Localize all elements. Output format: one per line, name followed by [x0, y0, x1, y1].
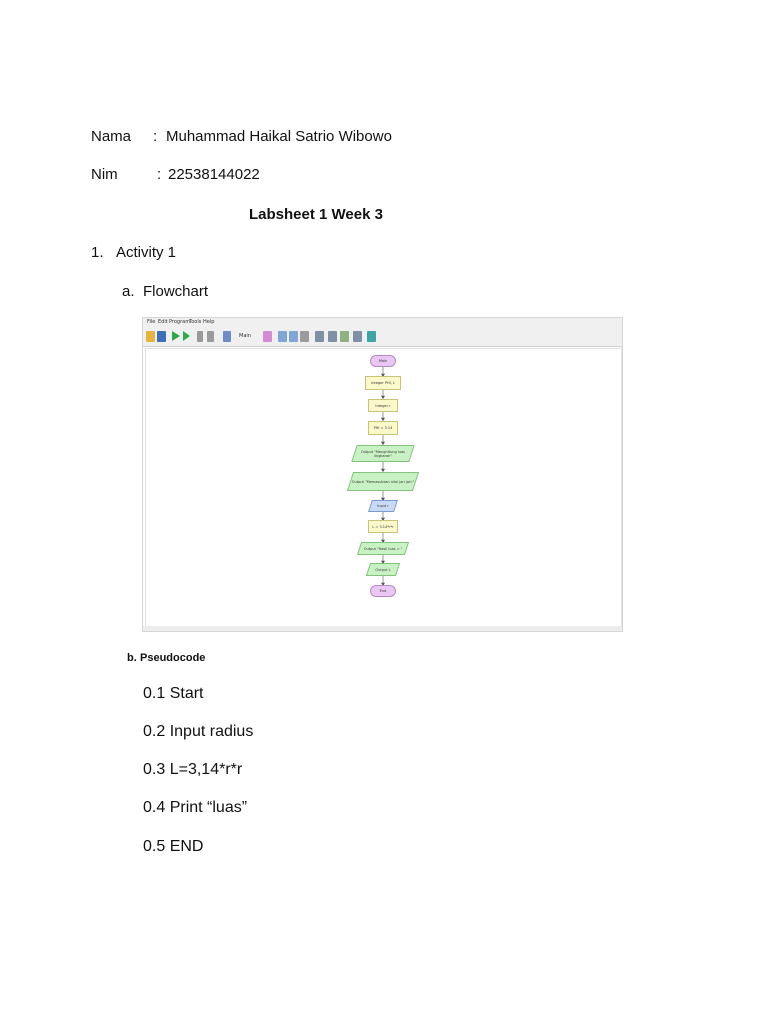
view-icon: [289, 331, 298, 342]
menu-item-file: File: [147, 319, 156, 325]
speed-icon: [223, 331, 231, 342]
flowchart-output-node: Output "Hasil luas = ": [359, 542, 407, 555]
app-toolbar: [143, 328, 622, 347]
flowchart-assign-node: L = 3.14*r*r: [368, 520, 398, 533]
output-icon: [340, 331, 349, 342]
pseudocode-line-text: Print “luas”: [169, 799, 248, 816]
pseudocode-line-number: 0.5: [143, 838, 166, 855]
name-separator: :: [153, 128, 158, 145]
app-menubar: [143, 318, 622, 328]
nim-value: 22538144022: [168, 166, 260, 183]
pseudocode-line-text: END: [169, 838, 204, 855]
flowchart-output-node: Output "Menghitung luas lingkaran": [354, 445, 412, 462]
zoom-in-icon: [263, 331, 272, 342]
pseudocode-line-text: Start: [169, 685, 204, 702]
step-icon: [183, 331, 190, 341]
main-function-selector: Main: [239, 333, 251, 339]
save-icon: [157, 331, 166, 342]
export-icon: [353, 331, 362, 342]
flowchart-declare-node: Integer r: [368, 399, 398, 412]
pause-icon: [197, 331, 203, 342]
open-icon: [146, 331, 155, 342]
nim-label: Nim: [91, 166, 118, 183]
pseudocode-letter: b.: [127, 652, 137, 664]
pseudocode-line: [143, 799, 247, 817]
menu-item-help: Help: [203, 319, 215, 325]
pseudocode-line: [143, 838, 203, 856]
zoom-out-icon: [278, 331, 287, 342]
flowchart-assign-node: PHI = 3.14: [368, 421, 398, 435]
pseudocode-line-number: 0.4: [143, 799, 166, 816]
menu-item-tools: Tools: [189, 319, 202, 325]
pseudocode-line-text: Input radius: [169, 723, 254, 740]
flowchart-input-node: Input r: [370, 500, 396, 512]
canvas-horizontal-scrollbar: [143, 626, 622, 631]
pseudocode-line: [143, 685, 204, 703]
pseudocode-line: [143, 761, 242, 779]
flowchart-output-node: Output "Memasukkan nilai jari jari:": [350, 472, 416, 491]
document-title: Labsheet 1 Week 3: [249, 206, 383, 223]
flowchart-start-node: Main: [370, 355, 396, 367]
pseudocode-line: [143, 723, 253, 741]
flowchart-screenshot: [142, 317, 623, 632]
activity-number: 1.: [91, 244, 104, 261]
code-icon: [315, 331, 324, 342]
flowchart-declare-node: Integer PHI, L: [365, 376, 401, 390]
pseudocode-line-number: 0.1: [143, 685, 166, 702]
flowchart-end-node: End: [370, 585, 396, 597]
flowchart-label: Flowchart: [143, 283, 209, 300]
pseudocode-line-text: L=3,14*r*r: [169, 761, 243, 778]
stop-icon: [207, 331, 214, 342]
menu-item-edit: Edit: [158, 319, 168, 325]
flowchart-letter: a.: [122, 283, 135, 300]
run-icon: [172, 331, 180, 341]
pseudocode-heading: Pseudocode: [140, 652, 206, 664]
name-value: Muhammad Haikal Satrio Wibowo: [166, 128, 392, 145]
console-icon: [328, 331, 337, 342]
name-label: Nama: [91, 128, 132, 145]
menu-item-program: Program: [169, 319, 191, 325]
pseudocode-line-number: 0.2: [143, 723, 166, 740]
activity-label: Activity 1: [116, 244, 177, 261]
layout-icon: [300, 331, 309, 342]
pseudocode-line-number: 0.3: [143, 761, 166, 778]
flowchart-canvas: [145, 348, 622, 629]
nim-separator: :: [157, 166, 162, 183]
export-icon: [367, 331, 376, 342]
flowchart-output-node: Output L: [368, 563, 398, 576]
